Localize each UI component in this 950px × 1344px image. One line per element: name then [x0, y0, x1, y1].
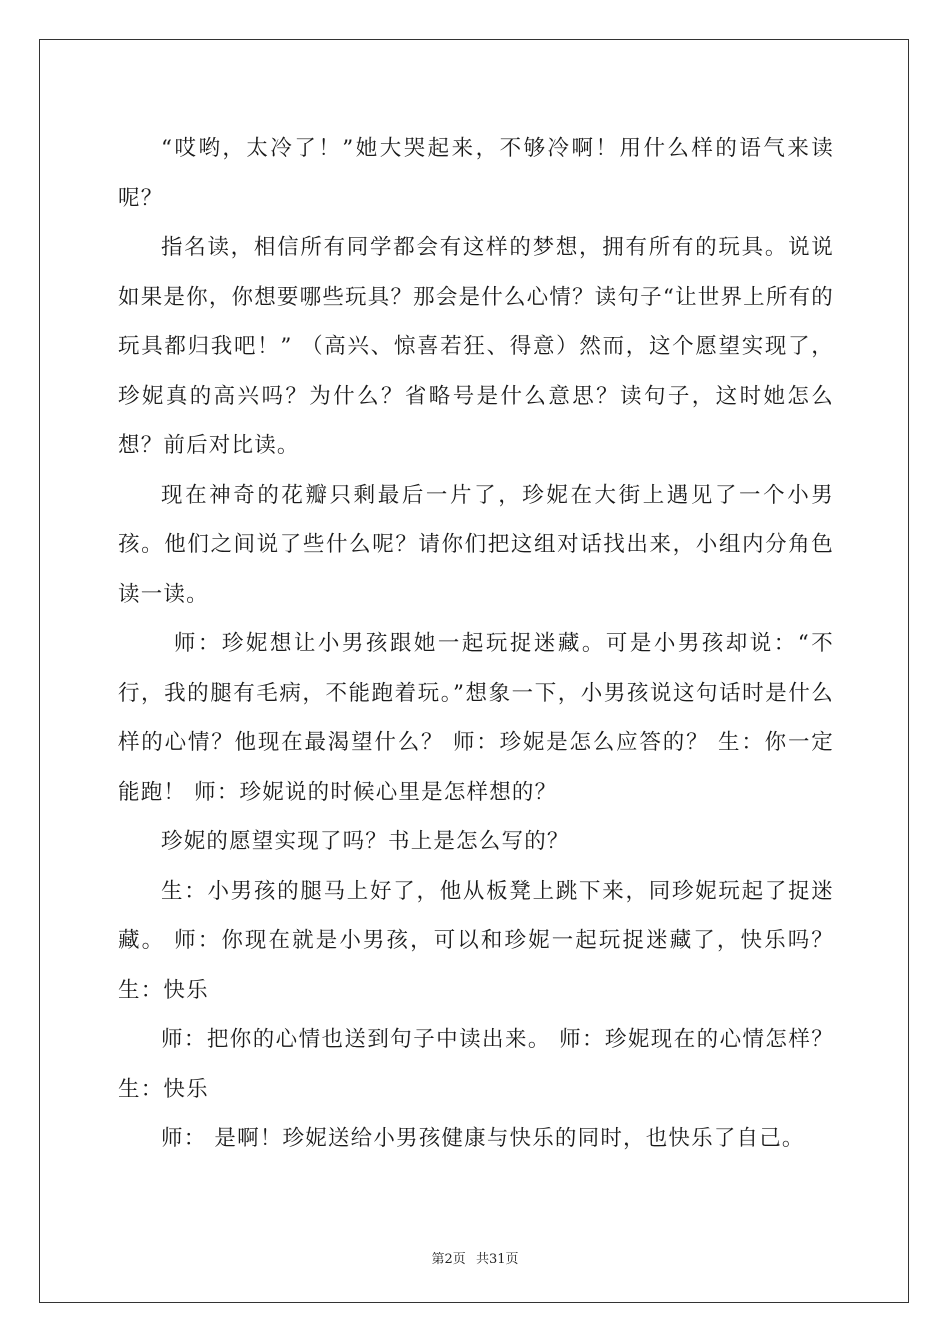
total-pages: 共31页	[475, 1252, 519, 1267]
document-body	[118, 124, 834, 1164]
paragraph-5: 珍妮的愿望实现了吗？书上是怎么写的？	[161, 829, 570, 854]
page-number: 第2页	[431, 1252, 466, 1267]
paragraph-4: 师：珍妮想让小男孩跟她一起玩捉迷藏。可是小男孩却说：“不行，我的腿有毛病，不能跑着玩。”想象一下，小男孩说这句话时是什么样的心情？他现在最渴望什么？ 师：珍妮是怎么应答的？ 生：你一定能跑！ 师：珍妮说的时候心里是怎样想的？	[118, 631, 834, 805]
paragraph-1: “哎哟，太冷了！”她大哭起来，不够冷啊！用什么样的语气来读呢？	[118, 136, 834, 211]
paragraph-6: 生：小男孩的腿马上好了，他从板凳上跳下来，同珍妮玩起了捉迷藏。 师：你现在就是小男孩，可以和珍妮一起玩捉迷藏了，快乐吗？ 生：快乐	[118, 878, 834, 1003]
paragraph-2: 指名读，相信所有同学都会有这样的梦想，拥有所有的玩具。说说如果是你，你想要哪些玩具？那会是什么心情？读句子“让世界上所有的玩具都归我吧！” （高兴、惊喜若狂、得意）然而，这个愿望实现了，珍妮真的高兴吗？为什么？省略号是什么意思？读句子，这时她怎么想？前后对比读。	[118, 235, 834, 458]
page-footer	[0, 1248, 950, 1267]
paragraph-8: 师： 是啊！珍妮送给小男孩健康与快乐的同时，也快乐了自己。	[161, 1126, 805, 1151]
paragraph-7: 师：把你的心情也送到句子中读出来。 师：珍妮现在的心情怎样？ 生：快乐	[118, 1027, 834, 1102]
paragraph-3: 现在神奇的花瓣只剩最后一片了，珍妮在大街上遇见了一个小男孩。他们之间说了些什么呢？请你们把这组对话找出来，小组内分角色读一读。	[118, 482, 834, 607]
